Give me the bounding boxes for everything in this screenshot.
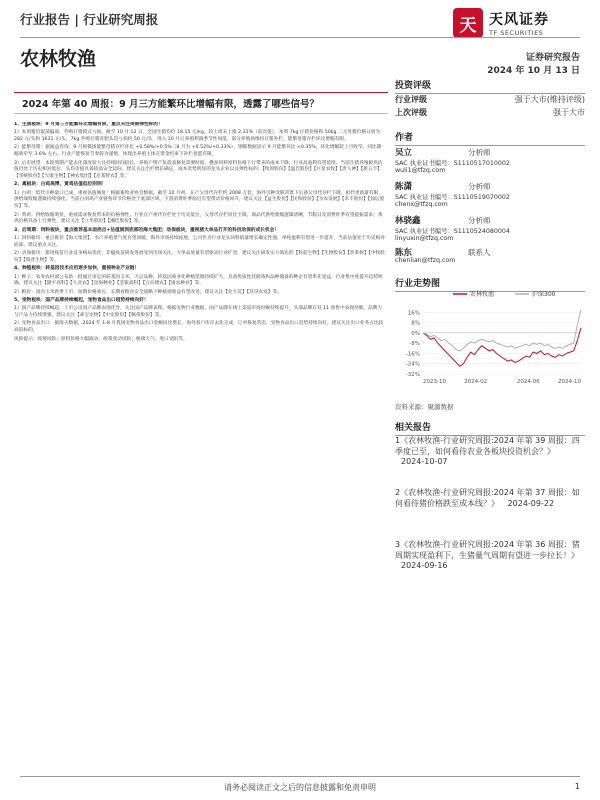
industry-title: 农林牧渔 — [20, 48, 97, 70]
section-heading: 2、禽板块：白鸡高博，黄鸡估值低位则则！ — [14, 182, 107, 188]
rating-row-current — [395, 94, 585, 105]
related-section-title: 相关报告 — [395, 420, 585, 436]
body-paragraph: 1）国产品牌持续崛起，上市公司国产品牌表现优异，关注国产品牌表现。根据宠物行业数据，国产品牌在线上渠道市场份额持续提升，头部品牌在双 11 预售中表现亮眼，品牌力与产品力持续增强，建议关注【乖宝宠物】【中宠股份】【佩蒂股份】等。 — [14, 306, 383, 319]
rating-row-previous — [395, 107, 585, 118]
body-paragraph: 风险提示：疫情风险；原料价格大幅波动；政策变动风险；极端天气；进口受阻等。 — [14, 336, 188, 342]
y-tick-label: -24% — [405, 361, 420, 368]
report-date: 2024 年 10 月 13 日 — [487, 66, 580, 76]
body-paragraph: 2）黄鸡：供给收缩明显，重视需求恢复带来的价格弹性。行业在产祖代存栏处于历史低位，父母代存栏同比下降，商品代供给收缩逻辑清晰，节假日及消费旺季有望提振需求，黄鸡价格具备上行弹性，建议关注【立华股份】【湘佳股份】等。 — [14, 212, 383, 225]
body-paragraph: 1）本周猪价震荡偏弱，外购仔猪模式亏损。截至 10 月 12 日，全国生猪均价 18.15 元/kg，较上周末上涨 2.31%（前次值），本周 7kg 仔猪价格和 50kg 二元母猪价格分别为 282 元/头和 1631 元/头，7kg 外购仔猪育肥头均亏损约 50 元/头，进入 10 月后养殖利润季节性回落，部分养殖场维持仔猪补栏，能繁母猪存栏环比增幅有限。 — [14, 130, 381, 143]
author-cert: SAC 执业证书编号：S1110517010002 — [395, 160, 510, 167]
header-divider — [20, 37, 580, 38]
rating-value: 强于大市(维持评级) — [514, 95, 585, 104]
related-report-text: 2《农林牧渔-行业研究周报:2024 年第 37 周报：如何看待猪价格跌至成本线？》 — [395, 488, 580, 508]
related-report-date: 2024-10-07 — [401, 457, 448, 466]
logo-name-cn: 天风证券 — [489, 12, 549, 28]
author-cert: SAC 执业证书编号：S1110519070002 — [395, 194, 510, 201]
legend-label: 沪深300 — [532, 291, 556, 298]
related-report-item[interactable] — [395, 436, 585, 468]
x-tick-label: 2024-02 — [464, 379, 488, 385]
author-cert: SAC 执业证书编号：S1110524080004 — [395, 228, 510, 235]
body-paragraph: 1）种子：农业农村部公布新一批通过审定的转基因玉米、大豆品种，转基因商业化种植范围持续扩大，具备优质性状储备和品种储备的种企有望率先受益，行业集中度提升趋势明确。建议关注【隆平高科】【大北农】【登海种业】【荃银高科】【万向德农】【康农种业】等。 — [14, 274, 383, 287]
rating-label: 行业评级 — [395, 95, 427, 104]
y-tick-label: -32% — [405, 372, 420, 378]
author-role: 分析师 — [468, 148, 491, 157]
x-tick-label: 2024-06 — [516, 379, 540, 385]
section-heading: 3、后周期：饲料板块，重点推荐基本面拐点+估值刚到底部的海大集团；动保板块，重视猪大单品打开的科技动保的成长机会！ — [14, 227, 280, 233]
author-role: 联系人 — [468, 248, 491, 257]
trend-section-title: 行业走势图 — [395, 276, 585, 292]
industry-trend-chart — [393, 288, 586, 393]
section-heading: 4、种植板块：转基因技术应用逐步加快，重视种业产业链！ — [14, 266, 140, 272]
rating-label: 上次评级 — [395, 108, 427, 117]
y-tick-label: 16% — [407, 310, 420, 317]
related-report-text: 1《农林牧渔-行业研究周报:2024 年第 39 周报：四季度已至，如何看待农业各板块投资机会？》 — [395, 436, 580, 456]
page-number: 1 — [574, 782, 580, 791]
footer-disclaimer: 请务必阅读正文之后的信息披露和免责申明 — [224, 783, 376, 792]
series-line — [423, 310, 581, 351]
chart-source: 资料来源：聚源数据 — [395, 403, 454, 411]
author-name: 林骁鑫 — [395, 216, 421, 226]
x-tick-label: 2024-10 — [558, 379, 581, 385]
author-name: 吴立 — [395, 148, 413, 158]
body-paragraph: 2）动保板块：猪用疫苗行业竞争格局优化，非瘟疫苗研发进展受到市场关注，大单品放量有望驱动行业扩容，建议关注研发实力领先的【科前生物】【生物股份】【普莱柯】【中牧股份】【瑞普生物】等。 — [14, 251, 385, 263]
trend-chart-svg — [393, 288, 586, 393]
author-email[interactable]: linyuxin@tfzq.com — [395, 235, 454, 242]
related-report-text: 3《农林牧渔-行业研究周报:2024 年第 36 周报：猪周期实现盈利下，生猪量气周期有望进一步拉长！》 — [395, 540, 580, 560]
logo-name-en: TF SECURITIES — [489, 29, 544, 37]
author-email[interactable]: wuli1@tfzq.com — [395, 167, 446, 174]
body-paragraph: 2）粮价：国内玉米新季上市，短期价格承压，长期看粮食安全战略下种植端收益有望改善，建议关注【北大荒】【苏垦农发】等。 — [14, 289, 282, 295]
author-email[interactable]: chenx@tfzq.com — [395, 201, 448, 208]
related-report-item[interactable] — [395, 540, 585, 572]
related-report-date: 2024-09-22 — [507, 498, 555, 508]
y-tick-label: 0% — [411, 330, 420, 337]
body-paragraph: 2）宠物食品出口：据海关数据，2024 年 1-8 月我国宠物食品出口金额同比增长，海外客户库存去化完成，订单恢复常态，宠物食品出口趋势持续向好，建议关注出口业务占比较高的标的。 — [14, 321, 384, 334]
author-email[interactable]: chenlian@tfzq.com — [395, 257, 456, 264]
report-category: 行业报告 | 行业研究周报 — [20, 12, 159, 27]
y-tick-label: -8% — [409, 341, 420, 348]
x-tick-label: 2023-10 — [423, 379, 446, 385]
author-role: 分析师 — [468, 216, 491, 225]
author-name: 陈潇 — [395, 182, 413, 192]
report-body — [14, 122, 386, 777]
tf-logo-icon: 天 — [453, 8, 483, 38]
related-report-item[interactable] — [395, 488, 585, 509]
rating-value: 强于大市 — [553, 108, 585, 117]
y-tick-label: 8% — [411, 320, 420, 327]
y-tick-label: -16% — [405, 351, 420, 358]
legend-label: 农林牧渔 — [470, 291, 495, 298]
rating-section-title: 投资评级 — [395, 78, 585, 94]
authors-section-title: 作者 — [395, 130, 585, 146]
section-heading: 5、宠物板块：国产品牌持续崛起，宠物食品出口趋势持续向好！ — [14, 297, 149, 303]
body-paragraph: 1）饲料板块：重点推荐【海大集团】。水产养殖景气度有望回暖，海外市场持续拓展，公司作为行业龙头饲料销量增长确定性强，单吨盈利有望进一步提升，当前估值处于历史相对底部，建议重点关注。 — [14, 236, 385, 248]
body-paragraph: 1）白鸡：低代引种量口已成，重视估值修复！根据畜牧业协会数据，截至 10 月初，在产父母代存栏约 2008 万套，海外引种受限背景下后备父母代存栏下降，祖代更新量有限，供给端收缩逻辑持续强化。当前白羽鸡产业链各环节价格处于底部区域，下游消费旺季临近有望带动价格回升，建议关注【益生股份】【民和股份】【圣农发展】【禾丰股份】【仙坛股份】等。 — [14, 190, 385, 210]
report-headline: 2024 年第 40 周报：9 月三方能繁环比增幅有限，透露了哪些信号？ — [14, 92, 388, 114]
author-name: 陈东 — [395, 248, 413, 258]
footer-divider — [20, 776, 580, 777]
author-role: 分析师 — [468, 182, 491, 191]
body-paragraph: 2）能繁母猪：据涌益咨询，9 月规模场能繁母猪存栏环比 +0.58%/+0.5%（8 月为 +0.52%/+0.33%），钢联数据显示 9 月能繁环比 +0.35%，环比增幅较上月收窄，同比降幅收窄至 3.6% 左右。行业产能恢复节奏较为谨慎，体现出养殖主体在资金约束下补栏意愿有限， — [14, 145, 382, 158]
body-paragraph: 3）后市展望：本轮周期产能去化深度较大且持续时间较长，养殖户资产负债表修复需要时间，叠加饲料原料价格下行带来的成本下降，行业高盈利有望延续。当前生猪养殖板块估值仍处于历史相对低位，头均市值具备较高安全边际，建议关注出栏增长确定、成本优势明显的龙头企业以及弹性标的：【牧原股份】【温氏股份】【巨星农牧】【唐人神】【新五丰】【华统股份】【天康生物】【神农集团】【京基智农】等。 — [14, 160, 383, 180]
section-heading: 1、生猪板块：9 月第三方能繁环比增幅有限，重点关注周期弹性标的！ — [14, 122, 163, 127]
related-report-date: 2024-09-16 — [401, 561, 448, 570]
report-type: 证券研究报告 — [525, 53, 580, 63]
series-line — [423, 328, 581, 367]
